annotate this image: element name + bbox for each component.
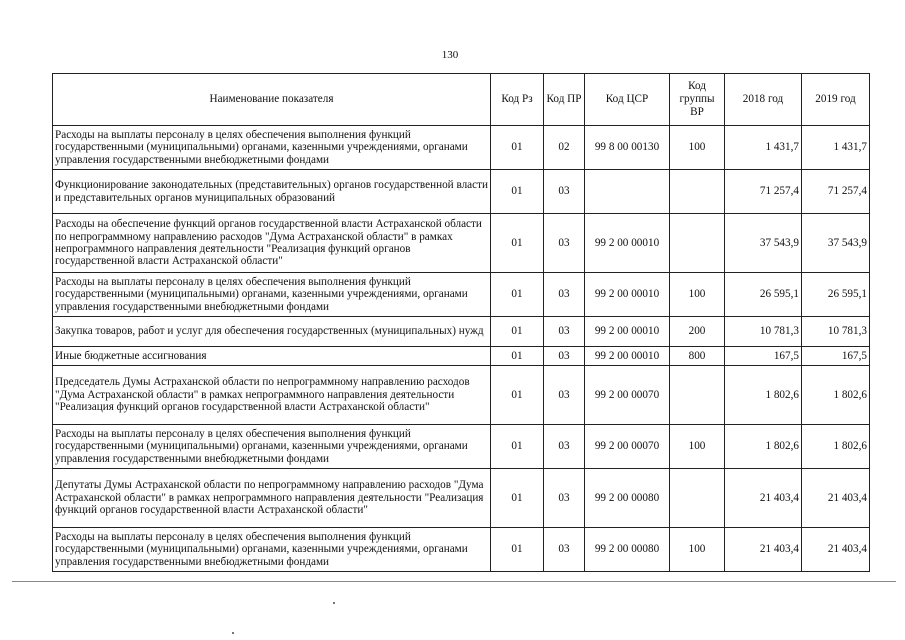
cell-pr: 02 bbox=[544, 126, 585, 170]
cell-2019: 21 403,4 bbox=[802, 528, 870, 572]
cell-name: Расходы на выплаты персоналу в целях обеспечения выполнения функций государственными (муниципальными) органами, казенными учреждениями, органами управления государственными внебюджетными фондами bbox=[53, 425, 491, 469]
cell-csr: 99 2 00 00070 bbox=[585, 366, 670, 425]
cell-name: Председатель Думы Астраханской области по непрограммному направлению расходов "Дума Астраханской области" в рамках непрограммного направления деятельности "Реализация функций органов государственной власти Астраханской области" bbox=[53, 366, 491, 425]
cell-pr: 03 bbox=[544, 317, 585, 347]
cell-pr: 03 bbox=[544, 366, 585, 425]
header-rz: Код Рз bbox=[491, 74, 544, 126]
cell-vr: 100 bbox=[670, 273, 725, 317]
cell-name: Расходы на выплаты персоналу в целях обеспечения выполнения функций государственными (муниципальными) органами, казенными учреждениями, органами управления государственными внебюджетными фондами bbox=[53, 273, 491, 317]
cell-csr: 99 2 00 00010 bbox=[585, 214, 670, 273]
scan-speck bbox=[232, 632, 234, 634]
scan-edge-line bbox=[12, 581, 896, 582]
cell-pr: 03 bbox=[544, 469, 585, 528]
cell-2018: 167,5 bbox=[725, 347, 802, 366]
cell-2019: 10 781,3 bbox=[802, 317, 870, 347]
cell-vr: 800 bbox=[670, 347, 725, 366]
cell-csr: 99 2 00 00010 bbox=[585, 273, 670, 317]
cell-name: Закупка товаров, работ и услуг для обеспечения государственных (муниципальных) нужд bbox=[53, 317, 491, 347]
scan-speck bbox=[333, 602, 335, 604]
cell-rz: 01 bbox=[491, 273, 544, 317]
cell-name: Расходы на выплаты персоналу в целях обеспечения выполнения функций государственными (муниципальными) органами, казенными учреждениями, органами управления государственными внебюджетными фондами bbox=[53, 528, 491, 572]
table-row bbox=[53, 425, 870, 469]
table-row bbox=[53, 366, 870, 425]
cell-name: Депутаты Думы Астраханской области по непрограммному направлению расходов "Дума Астраханской области" в рамках непрограммного направления деятельности "Реализация функций органов государственной власти Астраханской области" bbox=[53, 469, 491, 528]
table-row bbox=[53, 214, 870, 273]
cell-rz: 01 bbox=[491, 425, 544, 469]
table-row bbox=[53, 170, 870, 214]
cell-rz: 01 bbox=[491, 170, 544, 214]
cell-vr: 100 bbox=[670, 528, 725, 572]
cell-csr bbox=[585, 170, 670, 214]
cell-rz: 01 bbox=[491, 347, 544, 366]
cell-2018: 1 802,6 bbox=[725, 425, 802, 469]
header-vr: Код группы ВР bbox=[670, 74, 725, 126]
cell-2018: 37 543,9 bbox=[725, 214, 802, 273]
header-name: Наименование показателя bbox=[53, 74, 491, 126]
table-row bbox=[53, 273, 870, 317]
cell-csr: 99 8 00 00130 bbox=[585, 126, 670, 170]
cell-pr: 03 bbox=[544, 170, 585, 214]
cell-rz: 01 bbox=[491, 317, 544, 347]
cell-2019: 1 431,7 bbox=[802, 126, 870, 170]
cell-csr: 99 2 00 00080 bbox=[585, 528, 670, 572]
cell-name: Иные бюджетные ассигнования bbox=[53, 347, 491, 366]
cell-2019: 1 802,6 bbox=[802, 366, 870, 425]
cell-2019: 21 403,4 bbox=[802, 469, 870, 528]
cell-vr bbox=[670, 469, 725, 528]
cell-rz: 01 bbox=[491, 469, 544, 528]
cell-name: Расходы на выплаты персоналу в целях обеспечения выполнения функций государственными (муниципальными) органами, казенными учреждениями, органами управления государственными внебюджетными фондами bbox=[53, 126, 491, 170]
table-row bbox=[53, 347, 870, 366]
cell-csr: 99 2 00 00080 bbox=[585, 469, 670, 528]
cell-2019: 1 802,6 bbox=[802, 425, 870, 469]
table-row bbox=[53, 528, 870, 572]
cell-2018: 1 431,7 bbox=[725, 126, 802, 170]
table-row bbox=[53, 126, 870, 170]
cell-vr bbox=[670, 170, 725, 214]
table-header-row bbox=[53, 74, 870, 126]
cell-rz: 01 bbox=[491, 214, 544, 273]
cell-2018: 71 257,4 bbox=[725, 170, 802, 214]
cell-pr: 03 bbox=[544, 273, 585, 317]
cell-name: Функционирование законодательных (представительных) органов государственной власти и представительных органов муниципальных образований bbox=[53, 170, 491, 214]
cell-vr: 100 bbox=[670, 126, 725, 170]
cell-csr: 99 2 00 00010 bbox=[585, 317, 670, 347]
cell-2019: 167,5 bbox=[802, 347, 870, 366]
cell-pr: 03 bbox=[544, 214, 585, 273]
cell-2018: 21 403,4 bbox=[725, 528, 802, 572]
cell-2018: 10 781,3 bbox=[725, 317, 802, 347]
cell-vr: 100 bbox=[670, 425, 725, 469]
cell-2018: 1 802,6 bbox=[725, 366, 802, 425]
cell-2019: 26 595,1 bbox=[802, 273, 870, 317]
cell-vr bbox=[670, 366, 725, 425]
cell-name: Расходы на обеспечение функций органов государственной власти Астраханской области по непрограммному направлению расходов "Дума Астраханской области" в рамках непрограммного направления деятельности "Реализация функций органов государственной власти Астраханской области" bbox=[53, 214, 491, 273]
cell-pr: 03 bbox=[544, 425, 585, 469]
header-2018: 2018 год bbox=[725, 74, 802, 126]
cell-2019: 37 543,9 bbox=[802, 214, 870, 273]
header-pr: Код ПР bbox=[544, 74, 585, 126]
cell-rz: 01 bbox=[491, 366, 544, 425]
cell-pr: 03 bbox=[544, 528, 585, 572]
table-row bbox=[53, 469, 870, 528]
header-csr: Код ЦСР bbox=[585, 74, 670, 126]
cell-rz: 01 bbox=[491, 126, 544, 170]
header-2019: 2019 год bbox=[802, 74, 870, 126]
cell-csr: 99 2 00 00010 bbox=[585, 347, 670, 366]
cell-rz: 01 bbox=[491, 528, 544, 572]
cell-vr: 200 bbox=[670, 317, 725, 347]
cell-2018: 21 403,4 bbox=[725, 469, 802, 528]
page-number: 130 bbox=[441, 49, 459, 61]
cell-2019: 71 257,4 bbox=[802, 170, 870, 214]
cell-csr: 99 2 00 00070 bbox=[585, 425, 670, 469]
table-row bbox=[53, 317, 870, 347]
cell-pr: 03 bbox=[544, 347, 585, 366]
cell-2018: 26 595,1 bbox=[725, 273, 802, 317]
budget-table bbox=[52, 73, 870, 572]
cell-vr bbox=[670, 214, 725, 273]
